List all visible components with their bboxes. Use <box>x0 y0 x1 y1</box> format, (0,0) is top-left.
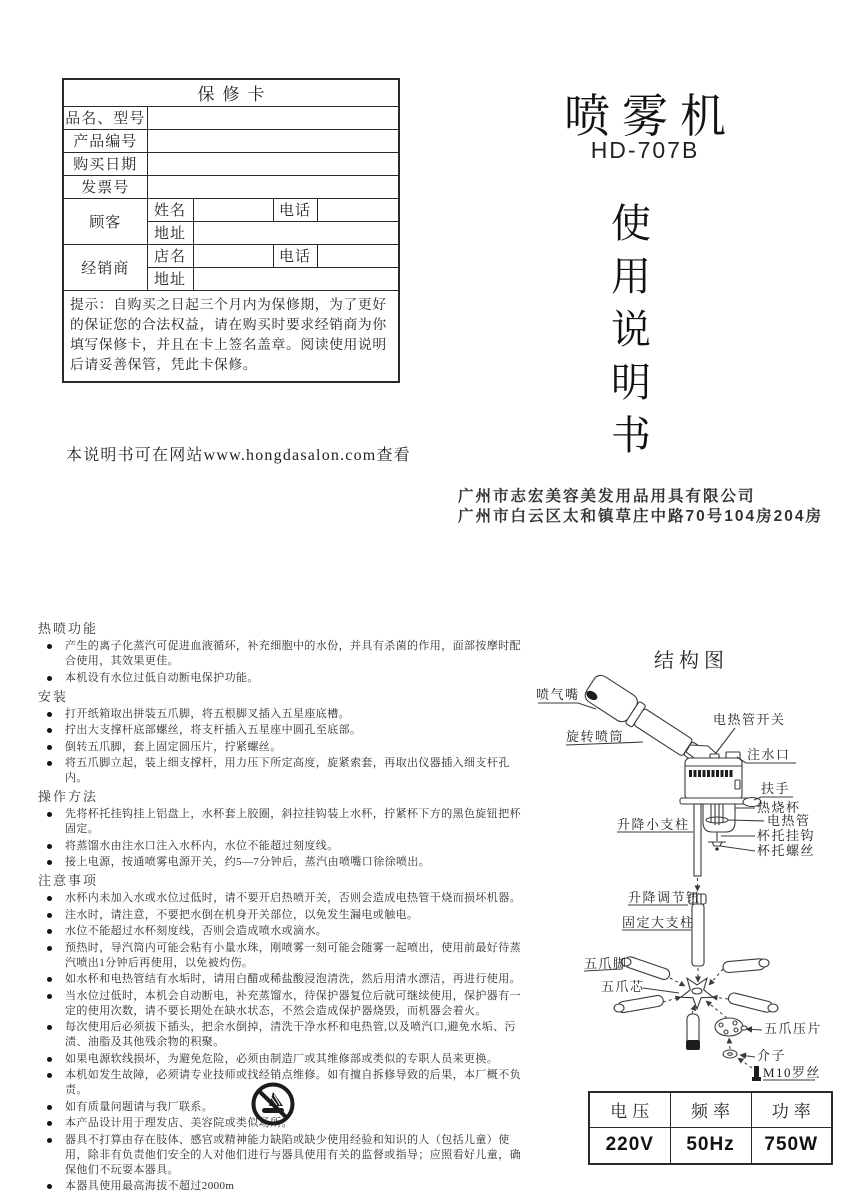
value-purchase-date <box>147 152 399 175</box>
m10-bolt-shape <box>754 1066 759 1078</box>
manual-title-vertical: 使用说明书 <box>611 201 651 458</box>
section-precautions <box>38 873 524 1194</box>
section-heading: 热喷功能 <box>38 621 99 636</box>
bullet-dot-icon <box>47 977 52 982</box>
spec-table <box>588 1091 833 1165</box>
bullet-dot-icon <box>47 712 52 717</box>
bullet-item <box>38 707 524 722</box>
bullet-dot-icon <box>47 844 52 849</box>
bullet-item <box>38 740 524 755</box>
bullet-text: 如果电源软线损坏，为避免危险，必须由制造厂或其维修部或类似的专职人员来更换。 <box>65 1052 499 1065</box>
base-exploded-drawing <box>614 955 778 1081</box>
warranty-note: 提示：自购买之日起三个月内为保修期，为了更好的保证您的合法权益，请在购买时要求经销商为你填写保修卡，并且在卡上签名盖章。阅读使用说明后请妥善保管，凭此卡保修。 <box>63 290 399 382</box>
bullet-item <box>38 891 524 906</box>
bullet-text: 水位不能超过水杯刻度线，否则会造成喷水或滴水。 <box>65 925 328 937</box>
label-heater-switch: 电热管开关 <box>713 712 786 727</box>
bullet-dot-icon <box>47 946 52 951</box>
label-handle: 扶手 <box>761 781 791 796</box>
label-water-inlet: 注水口 <box>747 747 791 762</box>
value-dealer-address <box>193 267 399 290</box>
label-product-model: 品名、型号 <box>63 106 147 129</box>
bullet-dot-icon <box>47 929 52 934</box>
bullet-text: 预热时，导汽筒内可能会粘有小量水珠，刚喷雾一刻可能会随雾一起喷出，使用前最好待蒸汽喷出1分钟后再使用，以免被灼伤。 <box>65 941 521 969</box>
bullet-text: 如水杯和电热管结有水垢时，请用白醋或稀盐酸浸泡清洗，然后用清水漂洁，再进行使用。 <box>65 973 521 985</box>
bullet-text: 器具不打算由存在肢体、感官或精神能力缺陷或缺少使用经验和知识的人（包括儿童）使用，除非有负责他们安全的人对他们进行与器具使用有关的监督或指导；应照看好儿童，确保他们不玩耍本器具。 <box>65 1133 521 1176</box>
label-cup-screw: 杯托螺丝 <box>757 843 816 858</box>
bullet-text: 本机如发生故障，必须请专业技师或找经销点维修。如有擅自拆修导致的后果，本厂概不负责。 <box>65 1069 521 1096</box>
label-heating-cup: 热烧杯 <box>757 800 801 815</box>
bullet-dot-icon <box>47 1121 52 1126</box>
structure-diagram <box>530 642 850 1094</box>
bullet-text: 接上电源，按通喷雾电源开关，约5—7分钟后，蒸汽由喷嘴口徐徐喷出。 <box>65 856 431 868</box>
company-name: 广州市志宏美容美发用品用具有限公司 <box>458 488 756 505</box>
section-operation <box>38 789 524 870</box>
bullet-text: 打开纸箱取出拼装五爪脚，将五根脚叉插入五星座底槽。 <box>65 707 350 720</box>
bullet-text: 如有质量问题请与我厂联系。 <box>65 1100 214 1113</box>
company-address: 广州市白云区太和镇草庄中路70号104房204房 <box>458 508 823 525</box>
label-rotating-tube: 旋转喷筒 <box>566 729 625 744</box>
spec-value-frequency: 50Hz <box>670 1127 751 1164</box>
company-info <box>458 487 823 527</box>
bullet-text: 本器具使用最高海拔不超过2000m <box>65 1180 235 1192</box>
section-hot-spray <box>38 621 524 686</box>
bullet-dot-icon <box>47 1025 52 1030</box>
section-bullets <box>38 807 524 870</box>
label-purchase-date: 购买日期 <box>63 152 147 175</box>
bullet-text: 先将杯托挂钩挂上铝盘上，水杯套上胶圈，斜拉挂钩装上水杯，拧紧杯下方的黑色旋钮把杯固定。 <box>65 808 521 835</box>
label-claw-foot: 五爪脚 <box>584 956 628 971</box>
label-m10-screw: M10罗丝 <box>763 1065 822 1080</box>
label-adjust-knob: 升降调节钮 <box>628 890 701 905</box>
label-claw-core: 五爪芯 <box>601 979 645 994</box>
label-small-column: 升降小支柱 <box>617 817 690 832</box>
bullet-text: 将蒸馏水由注水口注入水杯内，水位不能超过刻度线。 <box>65 839 339 852</box>
bullet-text: 产生的离子化蒸汽可促进血液循环，补充细胞中的水份，并具有杀菌的作用，面部按摩时配合使用，其效果更佳。 <box>65 640 521 667</box>
bullet-dot-icon <box>47 1073 52 1078</box>
bullet-dot-icon <box>47 761 52 766</box>
spec-header-frequency: 频率 <box>670 1092 751 1127</box>
bullet-item <box>38 756 524 786</box>
value-product-model <box>147 106 399 129</box>
prohibition-icon <box>250 1081 296 1127</box>
spec-header-voltage: 电压 <box>589 1092 670 1127</box>
bullet-dot-icon <box>47 1184 52 1189</box>
bullet-item <box>38 807 524 837</box>
section-bullets <box>38 639 524 686</box>
value-dealer-phone <box>317 244 399 267</box>
cup-drawing <box>703 804 735 851</box>
section-heading: 安装 <box>38 688 69 704</box>
label-dealer-address: 地址 <box>147 267 193 290</box>
website-note: 本说明书可在网站www.hongdasalon.com查看 <box>66 447 411 464</box>
washer-shape <box>723 1050 737 1058</box>
label-claw-plate: 五爪压片 <box>764 1021 823 1036</box>
bullet-item <box>38 1133 524 1178</box>
bullet-text: 本产品设计用于理发店、美容院或类似场所。 <box>65 1117 293 1129</box>
bullet-item <box>38 908 524 923</box>
section-bullets <box>38 707 524 787</box>
label-customer-name: 姓名 <box>147 198 193 221</box>
bullet-text: 当水位过低时，本机会自动断电，补充蒸馏水，待保护器复位后就可继续使用，保护器有一定的使用次数，请不要长期处在缺水状态，不然会造成保护器烧毁，而机器会着火。 <box>65 989 521 1017</box>
claw-plate-shape <box>715 1018 743 1036</box>
label-nozzle: 喷气嘴 <box>536 687 580 702</box>
value-invoice-no <box>147 175 399 198</box>
label-dealer: 经销商 <box>63 244 147 290</box>
bullet-item <box>38 855 524 870</box>
bullet-text: 每次使用后必须拔下插头，把余水倒掉，清洗干净水杯和电热管,以及喷汽口,避免水垢、污渍、油脂及其他残余物的积聚。 <box>65 1021 516 1048</box>
bullet-item <box>38 1020 524 1050</box>
label-dealer-phone: 电话 <box>273 244 317 267</box>
label-dealer-store: 店名 <box>147 244 193 267</box>
label-customer-phone: 电话 <box>273 198 317 221</box>
bullet-dot-icon <box>47 1105 52 1110</box>
bullet-item <box>38 639 524 669</box>
bullet-dot-icon <box>47 1138 52 1143</box>
bullet-text: 水杯内未加入水或水位过低时，请不要开启热喷开关，否则会造成电热管干烧而损坏机器。 <box>65 892 521 904</box>
label-customer-address: 地址 <box>147 221 193 244</box>
bullet-item <box>38 941 524 971</box>
spec-value-power: 750W <box>751 1127 832 1164</box>
bullet-item <box>38 1179 524 1194</box>
bullet-text: 本机设有水位过低自动断电保护功能。 <box>65 671 259 684</box>
warranty-card-table <box>62 78 400 383</box>
bullet-item <box>38 972 524 987</box>
bullet-dot-icon <box>47 913 52 918</box>
spec-header-power: 功率 <box>751 1092 832 1127</box>
value-product-no <box>147 129 399 152</box>
value-customer-name <box>193 198 273 221</box>
bullet-text: 将五爪脚立起，装上细支撑杆，用力压下所定高度，旋紧索套，再取出仪器插入细支杆孔内。 <box>65 757 510 784</box>
product-title: 喷雾机 <box>564 91 738 142</box>
bullet-dot-icon <box>47 1057 52 1062</box>
bullet-dot-icon <box>47 728 52 733</box>
bullet-item <box>38 1052 524 1067</box>
bullet-dot-icon <box>47 644 52 649</box>
label-heating-tube: 电热管 <box>767 813 811 828</box>
bullet-text: 倒转五爪脚，套上固定圆压片，拧紧螺丝。 <box>65 740 282 753</box>
bullet-item <box>38 723 524 738</box>
diagram-title: 结构图 <box>654 650 729 672</box>
model-number: HD-707B <box>590 137 700 163</box>
spec-value-voltage: 220V <box>589 1127 670 1164</box>
label-invoice-no: 发票号 <box>63 175 147 198</box>
bullet-item <box>38 989 524 1019</box>
bullet-dot-icon <box>47 994 52 999</box>
bullet-dot-icon <box>47 676 52 681</box>
value-dealer-store <box>193 244 273 267</box>
section-heading: 注意事项 <box>38 873 99 888</box>
bullet-dot-icon <box>47 896 52 901</box>
label-product-no: 产品编号 <box>63 129 147 152</box>
label-cup-hook: 杯托挂钩 <box>757 828 816 843</box>
warranty-card-title: 保修卡 <box>63 79 399 106</box>
value-customer-address <box>193 221 399 244</box>
bullet-text: 拧出大支撑杆底部螺丝，将支杆插入五星座中圆孔至底部。 <box>65 724 362 736</box>
label-large-column: 固定大支柱 <box>622 915 695 930</box>
section-heading: 操作方法 <box>38 789 99 804</box>
bullet-dot-icon <box>47 745 52 750</box>
bullet-item <box>38 924 524 939</box>
section-installation <box>38 689 524 787</box>
label-customer: 顾客 <box>63 198 147 244</box>
bullet-dot-icon <box>47 860 52 865</box>
bullet-item <box>38 671 524 686</box>
section-bullets <box>38 891 524 1194</box>
bullet-item <box>38 839 524 854</box>
label-washer: 介子 <box>757 1048 787 1063</box>
value-customer-phone <box>317 198 399 221</box>
bullet-text: 注水时，请注意，不要把水倒在机身开关部位，以免发生漏电或触电。 <box>65 908 419 921</box>
bullet-dot-icon <box>47 812 52 817</box>
